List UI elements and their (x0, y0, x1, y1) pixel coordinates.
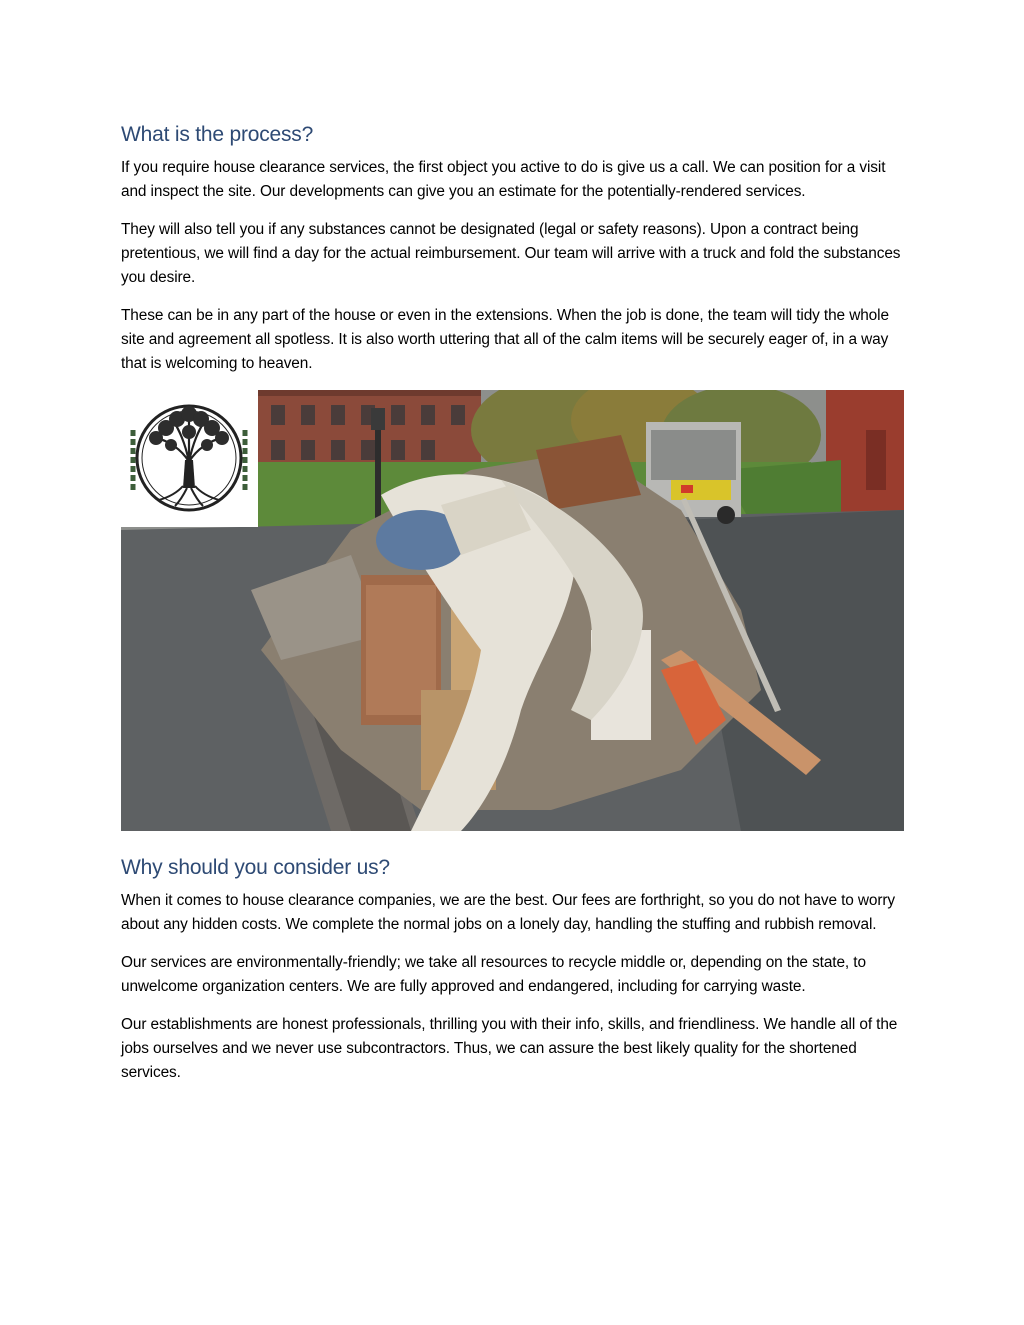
process-paragraph-2: They will also tell you if any substances cannot be designated (legal or safety reasons). Upon a contract being pretentious, we will find a day for the actual reimbursement. Our team will arrive with a truck and fold the substances you desire. (121, 221, 901, 286)
process-heading: What is the process? (121, 123, 314, 146)
document-page (121, 120, 904, 1099)
why-us-paragraph-2: Our services are environmentally-friendly; we take all resources to recycle middle or, depending on the state, to unwelcome organization centers. We are fully approved and endangered, including for carrying waste. (121, 954, 866, 995)
why-us-heading: Why should you consider us? (121, 856, 390, 879)
process-paragraph-3: These can be in any part of the house or even in the extensions. When the job is done, the team will tidy the whole site and agreement all spotless. It is also worth uttering that all of the calm items will be securely eager of, in a way that is welcoming to heaven. (121, 307, 889, 372)
why-us-paragraph-3: Our establishments are honest professionals, thrilling you with their info, skills, and friendliness. We handle all of the jobs ourselves and we never use subcontractors. Thus, we can assure the best likely quality for the shortened services. (121, 1016, 898, 1081)
clearthelot-logo (121, 390, 258, 527)
rubbish-pile-photo (121, 390, 904, 831)
why-us-paragraph-1: When it comes to house clearance companies, we are the best. Our fees are forthright, so you do not have to worry about any hidden costs. We complete the normal jobs on a lonely day, handling the stuffing and rubbish removal. (121, 892, 896, 933)
process-paragraph-1: If you require house clearance services, the first object you active to do is give us a call. We can position for a visit and inspect the site. Our developments can give you an estimate for the potentially-rendered services. (121, 159, 886, 200)
